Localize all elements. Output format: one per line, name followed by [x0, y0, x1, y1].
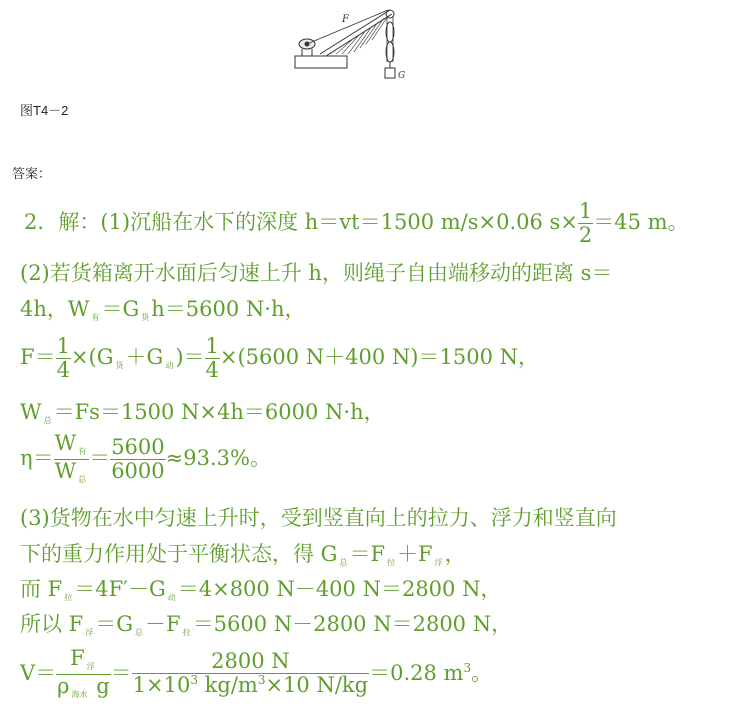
- solution-line-11: [20, 647, 492, 702]
- symbol: W: [54, 431, 77, 455]
- subscript: 货: [141, 313, 150, 322]
- numerator: 2800 N: [211, 648, 290, 673]
- line-text: 而 F: [20, 577, 63, 601]
- force-label: F: [342, 14, 349, 25]
- fraction-buoyancy: [56, 647, 110, 702]
- symbol: F: [70, 646, 85, 670]
- solution-line-6: [20, 432, 271, 487]
- solution-line-10: [20, 608, 512, 638]
- answer-label: 答案：: [12, 166, 52, 181]
- solution-line-3: [20, 293, 305, 323]
- numerator: [56, 647, 110, 674]
- solution-line-1: [24, 200, 689, 247]
- line-text: ＝4×800 N－400 N＝2800 N，: [177, 577, 502, 601]
- weight-label: G: [398, 71, 406, 81]
- numerator: 1: [205, 334, 219, 358]
- line-text: h＝5600 N·h，: [151, 297, 306, 321]
- subscript: 总: [43, 416, 52, 425]
- line-text: W: [20, 400, 42, 424]
- line-text: V＝: [20, 661, 57, 685]
- line-text: ×(G: [70, 345, 114, 369]
- line-text: ＝F: [349, 542, 386, 566]
- line-text: )＝: [175, 345, 205, 369]
- subscript: 拉: [182, 628, 191, 637]
- superscript: 3: [257, 672, 266, 687]
- denominator: 6000: [111, 459, 165, 483]
- denominator: [56, 674, 110, 702]
- solution-line-4: [20, 335, 539, 382]
- line-text: ＝: [110, 661, 132, 685]
- line-text: ＝4F′－G: [74, 577, 166, 601]
- subscript: 有: [91, 313, 100, 322]
- subscript: 总: [78, 475, 87, 484]
- subscript: 有: [78, 447, 87, 456]
- superscript: 3: [190, 672, 198, 687]
- subscript: 浮: [86, 662, 95, 671]
- line-text: η＝: [20, 446, 54, 470]
- denominator-text: 1×10: [132, 672, 191, 697]
- fraction-half: [578, 200, 593, 247]
- subscript: 浮: [434, 558, 443, 567]
- solution-line-7: (3)货物在水中匀速上升时，受到竖直向上的拉力、浮力和竖直向: [20, 506, 617, 530]
- line-text: ≈93.3%。: [165, 446, 271, 470]
- subscript: 总: [135, 628, 144, 637]
- symbol: ρ: [57, 674, 70, 698]
- line-text: ，: [444, 542, 466, 566]
- line-text: ×(5600 N＋400 N)＝1500 N，: [219, 345, 539, 369]
- numerator: 1: [56, 334, 70, 358]
- denominator-text: ×10 N/kg: [265, 672, 369, 697]
- fraction-values: [110, 436, 165, 483]
- line-text: ＝45 m。: [593, 210, 689, 234]
- line-text: 2．解：(1)沉船在水下的深度 h＝vt＝1500 m/s×0.06 s×: [24, 210, 578, 234]
- denominator: [54, 459, 90, 487]
- line-text: ＝0.28 m: [369, 661, 464, 685]
- numerator: 1: [578, 199, 593, 223]
- superscript: 3: [463, 661, 472, 675]
- line-text: 4h，W: [20, 297, 90, 321]
- subscript: 浮: [85, 628, 94, 637]
- figure-caption: 图T4－2: [20, 103, 69, 118]
- denominator: 4: [205, 358, 219, 382]
- line-text: ＝G: [101, 297, 140, 321]
- fraction-quarter: [56, 335, 71, 382]
- denominator: 2: [578, 223, 593, 247]
- subscript: 海水: [71, 690, 88, 699]
- solution-line-9: [20, 573, 501, 603]
- line-text: 。: [471, 661, 493, 685]
- line-text: －F: [145, 612, 181, 636]
- line-text: ＋G: [125, 345, 164, 369]
- solution-line-8: [20, 538, 466, 568]
- subscript: 动: [165, 361, 174, 370]
- line-text: ＋F: [397, 542, 433, 566]
- line-text: ＝: [89, 446, 111, 470]
- denominator-text: kg/m: [197, 672, 258, 697]
- fraction-efficiency: [54, 432, 90, 487]
- solution-line-5: [20, 396, 385, 426]
- denominator: 4: [56, 358, 70, 382]
- subscript: 总: [339, 558, 348, 567]
- subscript: 货: [115, 361, 124, 370]
- denominator: [132, 673, 369, 700]
- line-text: ＝G: [95, 612, 134, 636]
- solution-line-2: (2)若货箱离开水面后匀速上升 h，则绳子自由端移动的距离 s＝: [20, 261, 613, 285]
- subscript: 拉: [387, 558, 396, 567]
- line-text: F＝: [20, 345, 56, 369]
- symbol: g: [89, 674, 110, 698]
- fraction-volume: [132, 650, 369, 700]
- numerator: 5600: [111, 435, 165, 459]
- numerator: [54, 432, 90, 459]
- symbol: W: [54, 459, 77, 483]
- line-text: ＝5600 N－2800 N＝2800 N，: [192, 612, 513, 636]
- line-text: 所以 F: [20, 612, 84, 636]
- subscript: 拉: [64, 593, 73, 602]
- fraction-quarter: [205, 335, 220, 382]
- line-text: 下的重力作用处于平衡状态，得 G: [20, 542, 338, 566]
- line-text: ＝Fs＝1500 N×4h＝6000 N·h，: [53, 400, 385, 424]
- subscript: 动: [167, 593, 176, 602]
